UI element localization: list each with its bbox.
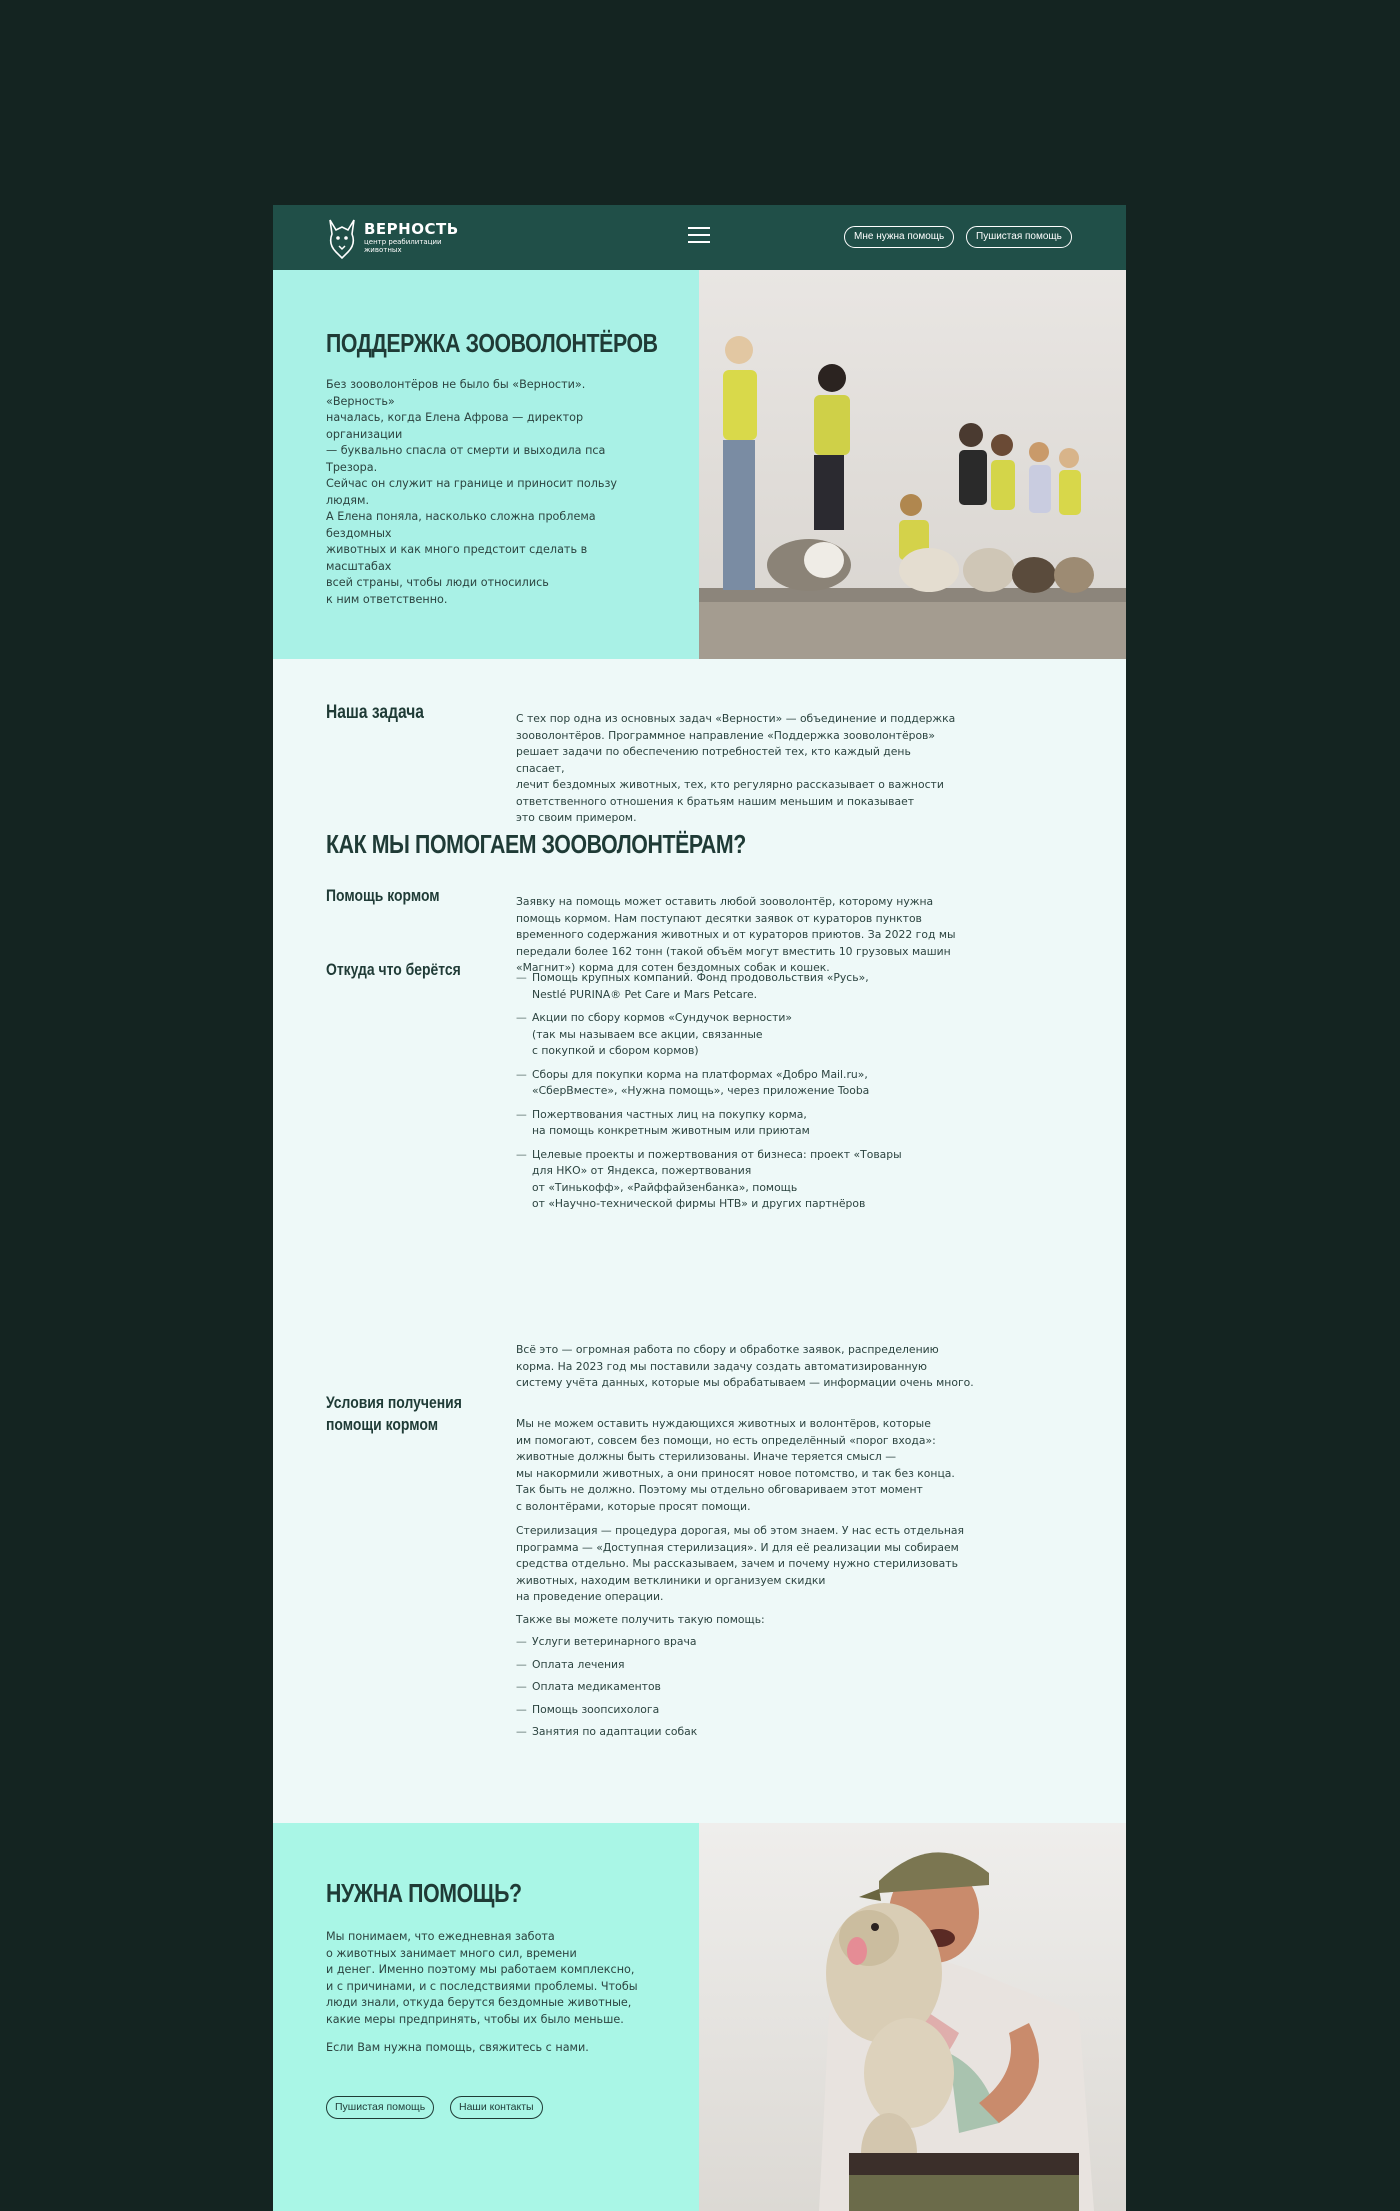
need-help-text: Мы понимаем, что ежедневная забота о животных занимает много сил, времени и денег. Именно поэтому мы работаем комплексно, и с причинами, и с последствиями проблемы. Чтобы люди знали, откуда берутся бездомные животные, какие меры предпринять, чтобы их было меньше. xyxy=(326,1930,638,2026)
services-list xyxy=(516,1634,956,1747)
hero-title: ПОДДЕРЖКА ЗООВОЛОНТЁРОВ xyxy=(326,328,658,358)
sources-title: Откуда что берётся xyxy=(326,960,461,979)
conditions-text-1: Мы не можем оставить нуждающихся животных и волонтёров, которые им помогают, совсем без помощи, но есть определённый «порог входа»: животные должны быть стерилизованы. Иначе теряется смысл — мы накормили животных, а они приносят новое потомство, и так без конца. Так быть не должно. Поэтому мы отдельно обговариваем этот момент с волонтёрами, которые просят помощи. xyxy=(516,1417,955,1513)
contact-text: Если Вам нужна помощь, свяжитесь с нами. xyxy=(326,2041,589,2054)
page xyxy=(273,205,1126,2211)
volunteers-photo xyxy=(699,270,1126,659)
fluffy-help-button-bottom[interactable]: Пушистая помощь xyxy=(326,2096,434,2119)
hero-section xyxy=(273,270,1126,659)
list-item: — Оплата медикаментов xyxy=(516,1679,956,1696)
list-item: — Акции по сбору кормов «Сундучок верности» (так мы называем все акции, связанные с покупкой и сбором кормов) xyxy=(516,1010,956,1060)
food-title: Помощь кормом xyxy=(326,886,440,905)
logo[interactable] xyxy=(326,216,459,260)
sources-summary: Всё это — огромная работа по сбору и обработке заявок, распределению корма. На 2023 год мы поставили задачу создать автоматизированную систему учёта данных, которые мы обрабатываем — информации очень много. xyxy=(516,1343,974,1389)
conditions-title: Условия получения помощи кормом xyxy=(326,1393,462,1434)
task-title: Наша задача xyxy=(326,702,424,723)
fluffy-help-button[interactable]: Пушистая помощь xyxy=(966,226,1072,248)
hero-text: Без зооволонтёров не было бы «Верности». «Верность» началась, когда Елена Афрова — директор организации — буквально спасла от смерти и выходила пса Трезора. Сейчас он служит на границе и приносит пользу людям. А Елена поняла, насколько сложна проблема бездомных животных и как много предстоит сделать в масштабах всей страны, чтобы люди относились к ним ответственно. xyxy=(326,378,618,606)
conditions-text-2: Стерилизация — процедура дорогая, мы об этом знаем. У нас есть отдельная программа — «Доступная стерилизация». И для её реализации мы собираем средства отдельно. Мы рассказываем, зачем и почему нужно стерилизовать животных, находим ветклиники и организуем скидки на проведение операции. xyxy=(516,1524,965,1603)
need-help-section xyxy=(273,1823,1126,2211)
list-item: — Сборы для покупки корма на платформах «Добро Mail.ru», «СберВместе», «Нужна помощь», через приложение Tooba xyxy=(516,1067,956,1100)
logo-name: ВЕРНОСТЬ xyxy=(364,220,459,239)
list-item: — Занятия по адаптации собак xyxy=(516,1724,956,1741)
list-item: — Помощь крупных компаний. Фонд продовольствия «Русь», Nestlé PURINA® Pet Care и Mars Petcare. xyxy=(516,970,956,1003)
list-item: — Помощь зоопсихолога xyxy=(516,1702,956,1719)
task-text: С тех пор одна из основных задач «Верности» — объединение и поддержка зооволонтёров. Программное направление «Поддержка зооволонтёров» решает задачи по обеспечению потребностей тех, кто каждый день спасает, лечит бездомных животных, тех, кто регулярно рассказывает о важности ответственного отношения к братьям нашим меньшим и показывает это своим примером. xyxy=(516,712,956,824)
food-text: Заявку на помощь может оставить любой зооволонтёр, которому нужна помощь кормом. Нам поступают десятки заявок от кураторов пунктов временного содержания животных и от кураторов приютов. За 2022 год мы передали более 162 тонн (такой объём могут вместить 10 грузовых машин «Магнит») корма для сотен бездомных собак и кошек. xyxy=(516,895,956,974)
need-help-title: НУЖНА ПОМОЩЬ? xyxy=(326,1878,522,1908)
list-item: — Оплата лечения xyxy=(516,1657,956,1674)
menu-icon[interactable] xyxy=(688,227,710,245)
site-header xyxy=(273,205,1126,270)
need-help-button[interactable]: Мне нужна помощь xyxy=(844,226,954,248)
also-label: Также вы можете получить такую помощь: xyxy=(516,1613,765,1626)
how-title: КАК МЫ ПОМОГАЕМ ЗООВОЛОНТЁРАМ? xyxy=(326,829,746,859)
logo-subtitle: центр реабилитации животных xyxy=(364,238,442,254)
list-item: — Целевые проекты и пожертвования от бизнеса: проект «Товары для НКО» от Яндекса, пожертвования от «Тинькофф», «Райффайзенбанка», помощь от «Научно-технической фирмы НТВ» и других партнёров xyxy=(516,1147,956,1213)
sources-list xyxy=(516,970,956,1220)
list-item: — Услуги ветеринарного врача xyxy=(516,1634,956,1651)
man-with-dog-photo xyxy=(699,1823,1126,2211)
contacts-button[interactable]: Наши контакты xyxy=(450,2096,543,2119)
dog-logo-icon xyxy=(326,216,358,260)
list-item: — Пожертвования частных лиц на покупку корма, на помощь конкретным животным или приютам xyxy=(516,1107,956,1140)
